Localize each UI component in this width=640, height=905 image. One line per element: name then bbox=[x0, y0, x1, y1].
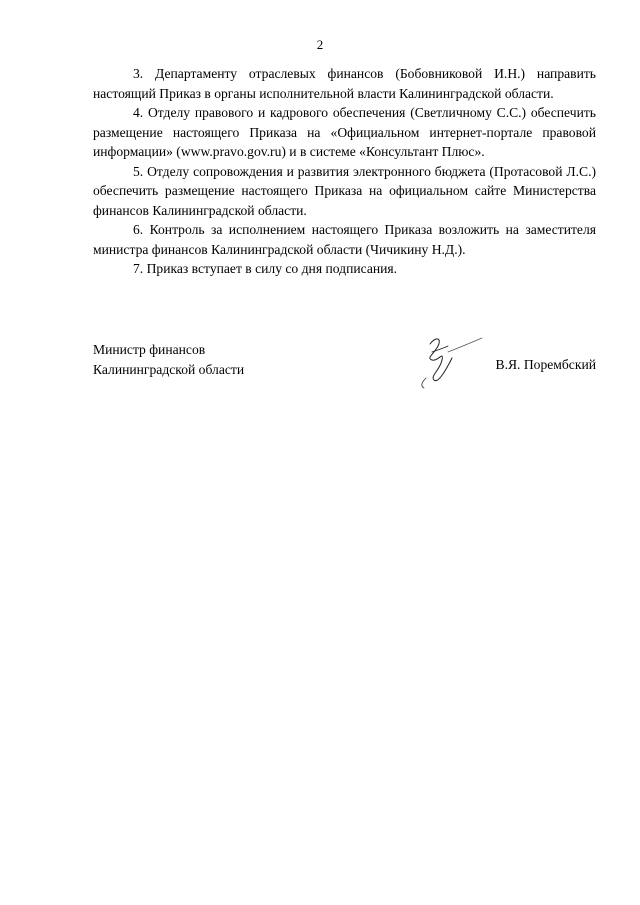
signatory-position-line-1: Министр финансов bbox=[93, 342, 206, 357]
document-body bbox=[93, 64, 596, 279]
signature-block bbox=[93, 340, 596, 400]
paragraph-6: 6. Контроль за исполнением настоящего Приказа возложить на заместителя министра финансов Калининградской области (Чичикину Н.Д.). bbox=[93, 222, 596, 257]
signatory-position bbox=[93, 340, 244, 379]
paragraph-3: 3. Департаменту отраслевых финансов (Бобовниковой И.Н.) направить настоящий Приказ в органы исполнительной власти Калининградской области. bbox=[93, 66, 596, 101]
signatory-name: В.Я. Порембский bbox=[495, 357, 596, 372]
paragraph-5: 5. Отделу сопровождения и развития электронного бюджета (Протасовой Л.С.) обеспечить размещение настоящего Приказа на официальном сайте Министерства финансов Калининградской области. bbox=[93, 163, 596, 218]
handwritten-signature bbox=[408, 330, 488, 390]
signatory-position-line-2: Калининградской области bbox=[93, 361, 245, 377]
paragraph-7: 7. Приказ вступает в силу со дня подписания. bbox=[133, 261, 398, 276]
paragraph-4: 4. Отделу правового и кадрового обеспечения (Светличному С.С.) обеспечить размещение настоящего Приказа на «Официальном интернет-портале правовой информации» (www.pravo.gov.ru) и в системе «Консультант Плюс». bbox=[93, 105, 596, 159]
page-number: 2 bbox=[316, 37, 324, 52]
